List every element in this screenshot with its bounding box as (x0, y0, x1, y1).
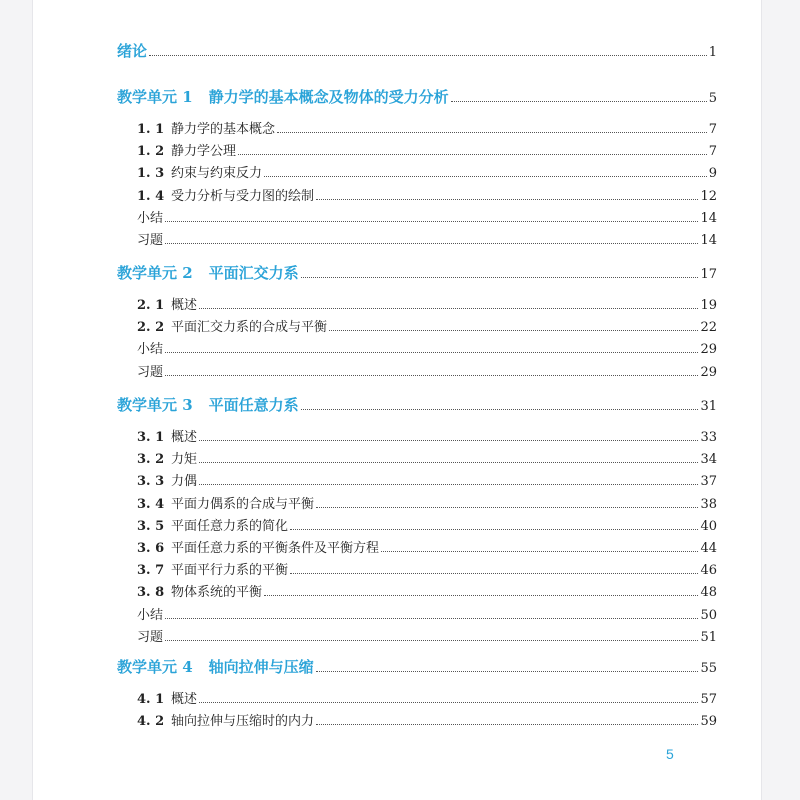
section-page: 37 (700, 474, 717, 490)
dot-leader (199, 301, 698, 309)
section-number: 3. 2 (137, 452, 165, 468)
toc-entry-section[interactable] (137, 338, 717, 357)
dot-leader (277, 125, 707, 133)
toc-entry-section[interactable] (137, 493, 717, 512)
toc-entry-unit[interactable] (117, 86, 717, 107)
section-title: 习题 (137, 233, 164, 248)
dot-leader (149, 47, 707, 56)
toc-entry-section[interactable] (137, 470, 717, 489)
section-page: 51 (700, 629, 717, 645)
section-number: 4. 1 (137, 692, 165, 707)
toc-entry-section[interactable] (137, 162, 717, 181)
dot-leader (329, 323, 698, 331)
section-title: 受力分析与受力图的绘制 (171, 188, 315, 204)
section-number: 3. 8 (137, 585, 165, 601)
dot-leader (316, 717, 698, 725)
section-page: 48 (700, 585, 717, 601)
section-page: 34 (700, 452, 717, 468)
unit-page: 17 (700, 267, 717, 282)
toc-entry-section[interactable] (137, 448, 717, 467)
section-page: 19 (700, 298, 717, 313)
unit-page: 55 (700, 661, 717, 676)
toc-entry-section[interactable] (137, 294, 717, 313)
unit-title: 轴向拉伸与压缩 (208, 658, 314, 676)
toc-entry-section[interactable] (137, 185, 717, 204)
toc-entry-section[interactable] (137, 688, 717, 707)
dot-leader (264, 588, 698, 596)
dot-leader (264, 169, 707, 177)
toc-entry-section[interactable] (137, 559, 717, 578)
section-page: 33 (700, 430, 717, 445)
section-number: 3. 1 (137, 430, 165, 445)
toc-entry-section[interactable] (137, 426, 717, 445)
section-title: 概述 (171, 298, 198, 313)
section-page: 7 (708, 122, 717, 137)
section-page: 59 (700, 714, 717, 730)
dot-leader (301, 269, 699, 278)
section-title: 概述 (171, 692, 198, 707)
dot-leader (165, 236, 698, 244)
section-title: 平面汇交力系的合成与平衡 (171, 320, 328, 336)
toc-entry-section[interactable] (137, 361, 717, 380)
section-page: 38 (700, 496, 717, 512)
toc-entry-section[interactable] (137, 140, 717, 159)
section-title: 概述 (171, 430, 198, 445)
intro-page: 1 (708, 45, 717, 60)
unit-label: 教学单元 3 (117, 396, 193, 414)
toc-entry-section[interactable] (137, 604, 717, 623)
toc-entry-unit[interactable] (117, 394, 717, 415)
toc-entry-intro[interactable] (117, 40, 717, 61)
section-number: 2. 1 (137, 298, 165, 313)
dot-leader (165, 633, 698, 641)
dot-leader (199, 695, 698, 703)
unit-label: 教学单元 1 (117, 88, 193, 106)
section-title: 约束与约束反力 (171, 166, 263, 182)
section-title: 平面任意力系的简化 (171, 518, 289, 534)
dot-leader (165, 610, 698, 618)
dot-leader (165, 367, 698, 375)
section-title: 平面平行力系的平衡 (171, 563, 289, 579)
toc-entry-section[interactable] (137, 229, 717, 248)
section-title: 小结 (137, 342, 164, 358)
section-page: 44 (700, 541, 717, 556)
toc-entry-section[interactable] (137, 626, 717, 645)
section-title: 力偶 (171, 474, 198, 490)
section-number: 3. 7 (137, 563, 165, 579)
section-page: 29 (700, 342, 717, 358)
dot-leader (290, 522, 698, 530)
section-title: 静力学的基本概念 (171, 122, 276, 137)
unit-page: 31 (700, 399, 717, 414)
dot-leader (199, 433, 698, 441)
section-page: 9 (708, 166, 717, 182)
toc-entry-section[interactable] (137, 207, 717, 226)
dot-leader (381, 544, 698, 552)
section-page: 46 (700, 563, 717, 579)
section-title: 静力学公理 (171, 144, 237, 160)
section-number: 3. 6 (137, 541, 165, 556)
section-number: 1. 1 (137, 122, 165, 137)
section-page: 14 (700, 210, 717, 226)
dot-leader (165, 214, 698, 222)
unit-title: 静力学的基本概念及物体的受力分析 (208, 88, 449, 106)
dot-leader (301, 401, 699, 410)
section-page: 12 (700, 188, 717, 204)
toc-entry-unit[interactable] (117, 262, 717, 283)
toc-page (32, 0, 762, 800)
section-title: 小结 (137, 210, 164, 226)
dot-leader (316, 663, 699, 672)
section-number: 1. 3 (137, 166, 165, 182)
section-page: 40 (700, 518, 717, 534)
toc-entry-section[interactable] (137, 515, 717, 534)
toc-entry-section[interactable] (137, 316, 717, 335)
dot-leader (316, 499, 698, 507)
section-page: 22 (700, 320, 717, 336)
section-title: 平面力偶系的合成与平衡 (171, 496, 315, 512)
toc-entry-section[interactable] (137, 118, 717, 137)
dot-leader (199, 455, 698, 463)
dot-leader (165, 345, 698, 353)
page-number: 5 (666, 746, 674, 762)
dot-leader (316, 191, 698, 199)
unit-label: 教学单元 2 (117, 264, 193, 282)
section-title: 习题 (137, 629, 164, 645)
section-number: 1. 2 (137, 144, 165, 160)
section-number: 3. 4 (137, 496, 165, 512)
section-title: 物体系统的平衡 (171, 585, 263, 601)
dot-leader (451, 93, 707, 102)
section-page: 29 (700, 364, 717, 380)
unit-page: 5 (708, 91, 717, 106)
section-title: 习题 (137, 364, 164, 380)
section-page: 14 (700, 233, 717, 248)
section-title: 平面任意力系的平衡条件及平衡方程 (171, 541, 380, 556)
section-number: 4. 2 (137, 714, 165, 730)
section-number: 3. 5 (137, 518, 165, 534)
section-number: 1. 4 (137, 188, 165, 204)
unit-title: 平面任意力系 (208, 396, 299, 414)
dot-leader (238, 147, 707, 155)
section-title: 小结 (137, 607, 164, 623)
dot-leader (199, 477, 698, 485)
unit-title: 平面汇交力系 (208, 264, 299, 282)
intro-title: 绪论 (117, 42, 148, 60)
section-page: 50 (700, 607, 717, 623)
table-of-contents (33, 0, 761, 800)
toc-entry-section[interactable] (137, 710, 717, 729)
toc-entry-section[interactable] (137, 537, 717, 556)
section-page: 57 (700, 692, 717, 707)
section-page: 7 (708, 144, 717, 160)
section-title: 力矩 (171, 452, 198, 468)
section-number: 3. 3 (137, 474, 165, 490)
section-title: 轴向拉伸与压缩时的内力 (171, 714, 315, 730)
dot-leader (290, 566, 698, 574)
section-number: 2. 2 (137, 320, 165, 336)
toc-entry-unit[interactable] (117, 656, 717, 677)
unit-label: 教学单元 4 (117, 658, 193, 676)
toc-entry-section[interactable] (137, 581, 717, 600)
